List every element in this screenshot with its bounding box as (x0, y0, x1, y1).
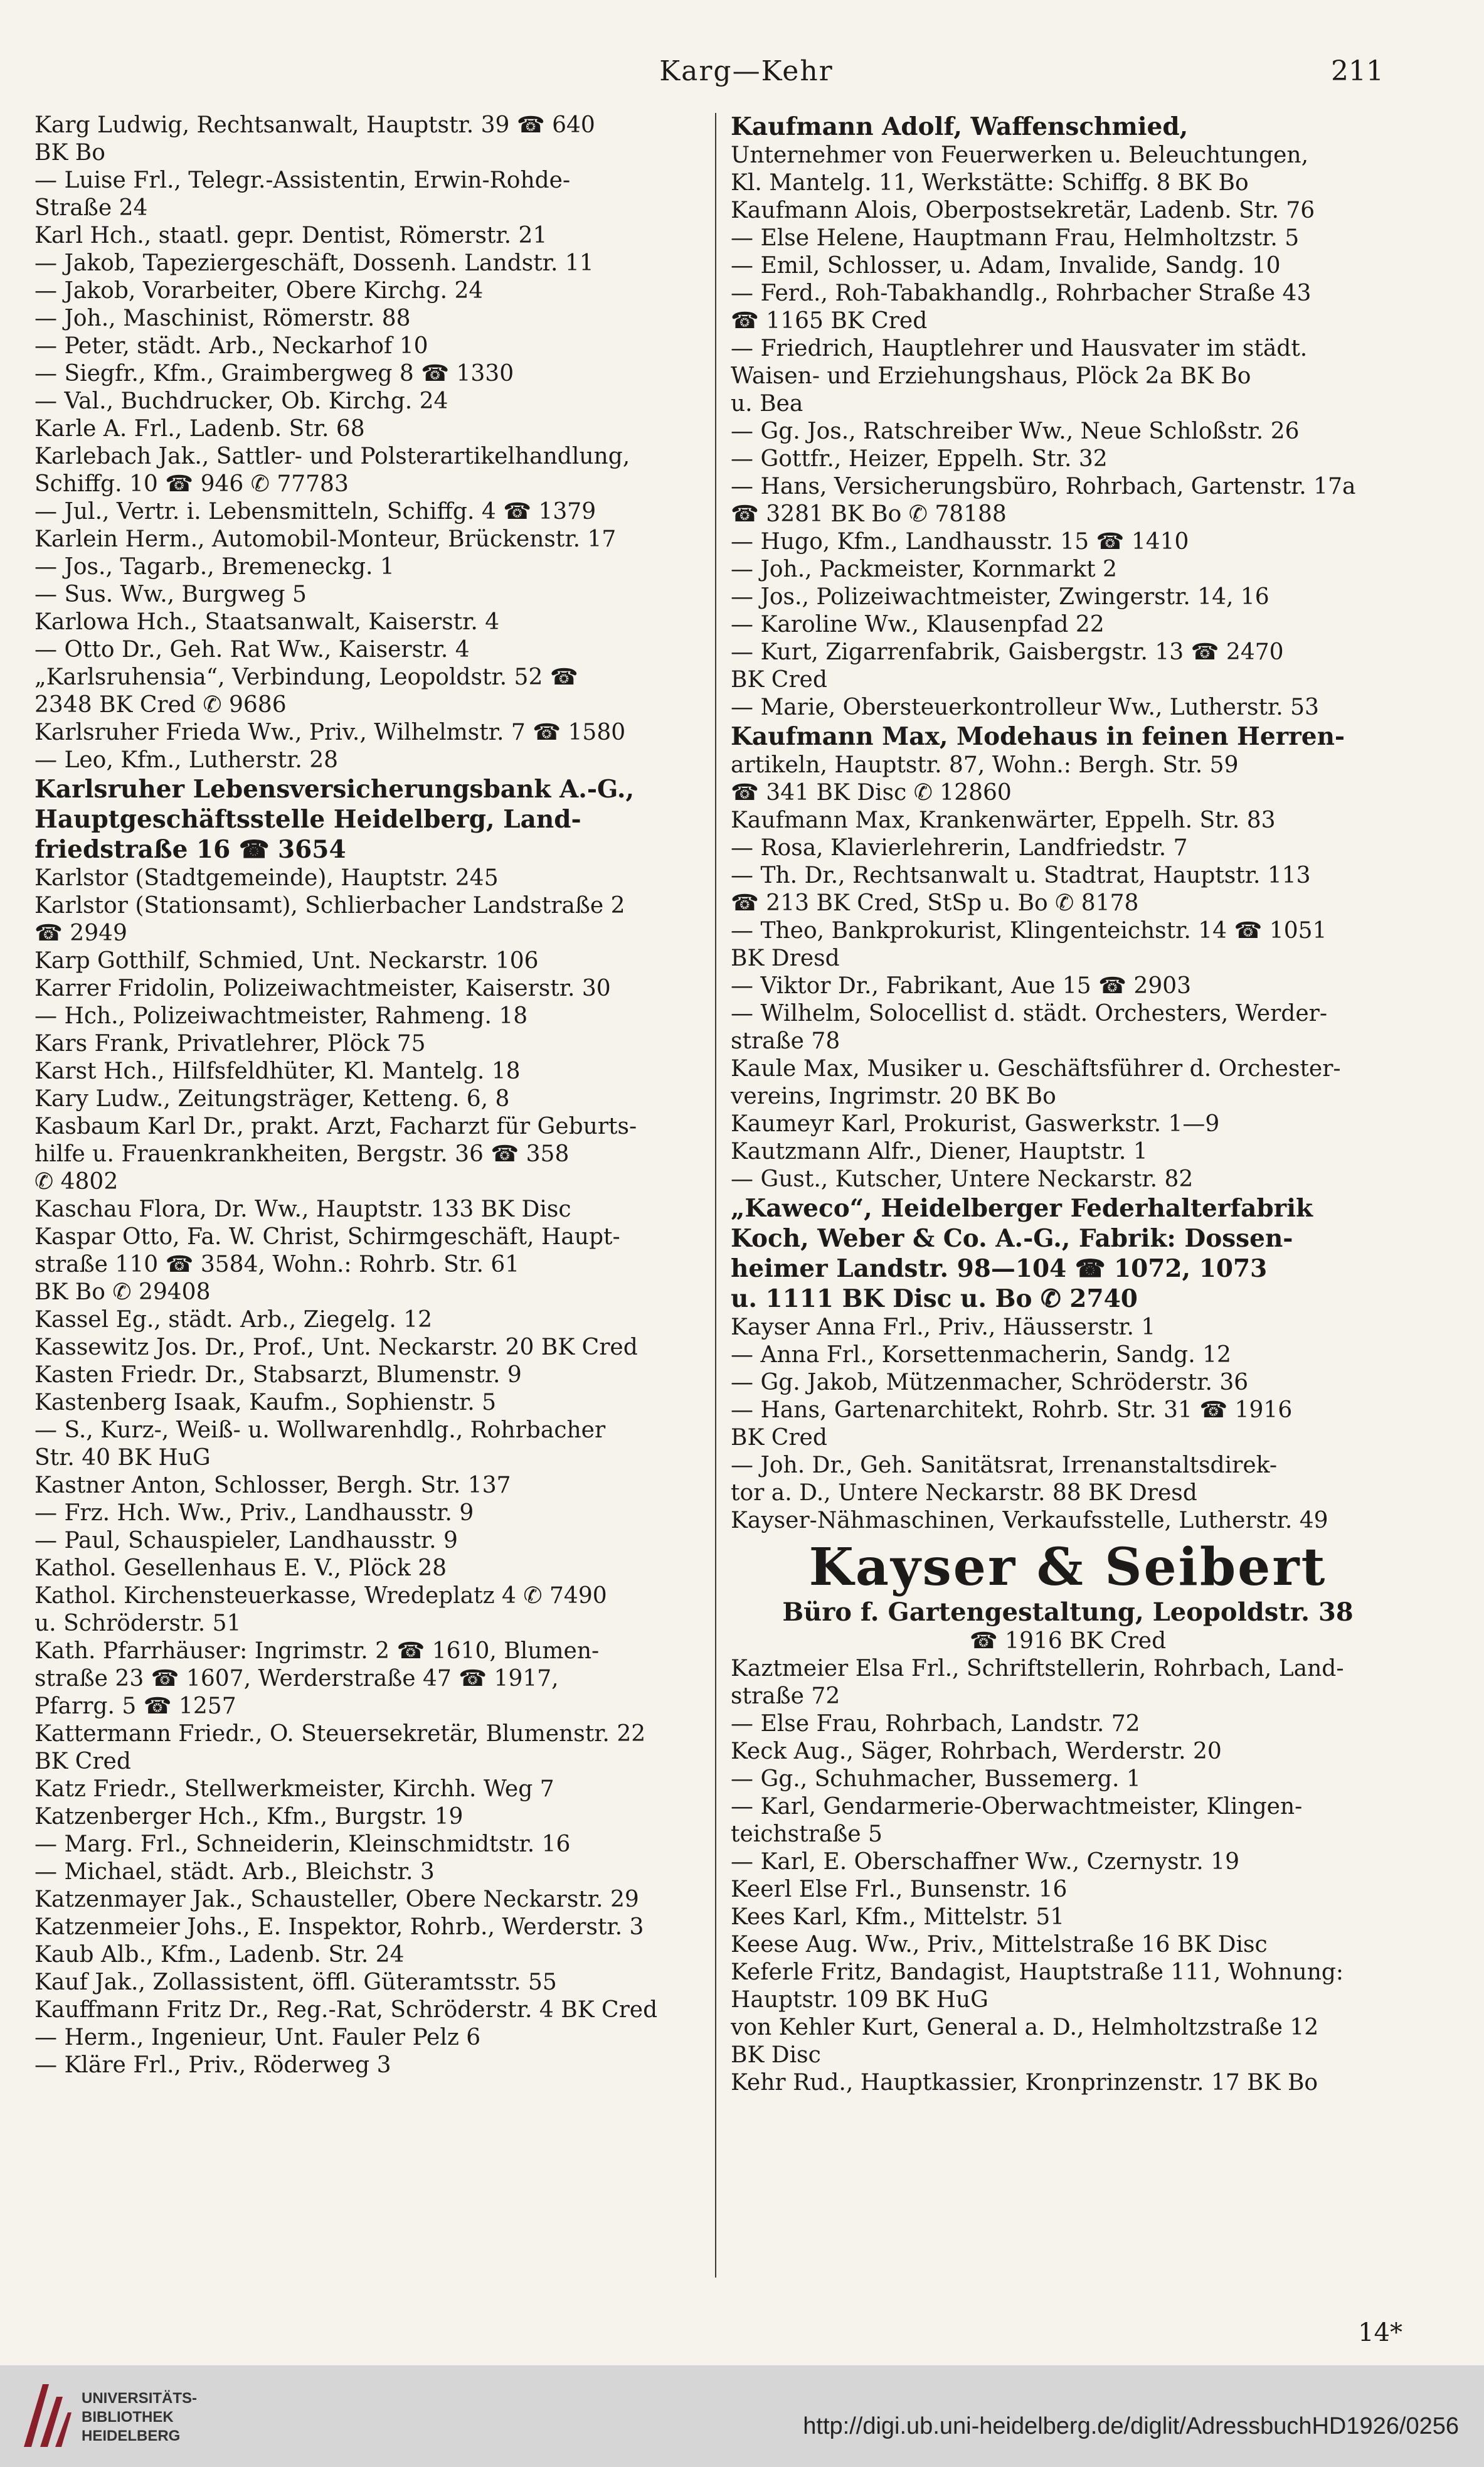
directory-entry: Karlebach Jak., Sattler- und Polsterartikelhandlung, (34, 444, 630, 469)
directory-entry: Kaumeyr Karl, Prokurist, Gaswerkstr. 1—9 (731, 1111, 1220, 1137)
directory-entry: straße 72 (731, 1683, 840, 1709)
directory-entry: Kaufmann Alois, Oberpostsekretär, Ladenb. Str. 76 (731, 198, 1315, 223)
directory-entry: Hauptstr. 109 BK HuG (731, 1987, 988, 2013)
column-divider (715, 113, 716, 2278)
directory-entry: Karl Hch., staatl. gepr. Dentist, Römerstr. 21 (34, 223, 548, 248)
directory-entry: BK Bo ✆ 29408 (34, 1279, 211, 1305)
left-column (34, 112, 712, 2289)
directory-entry: Karlsruher Frieda Ww., Priv., Wilhelmstr. 7 ☎ 1580 (34, 720, 626, 745)
directory-entry: — Else Frau, Rohrbach, Landstr. 72 (731, 1711, 1140, 1737)
university-library-logo-icon (18, 2378, 73, 2453)
directory-entry: — Emil, Schlosser, u. Adam, Invalide, Sandg. 10 (731, 253, 1281, 279)
right-column (731, 112, 1405, 2289)
directory-entry: — Jakob, Vorarbeiter, Obere Kirchg. 24 (34, 278, 484, 304)
directory-entry: — Sus. Ww., Burgweg 5 (34, 582, 307, 607)
page-header (0, 55, 1484, 99)
directory-entry: Kary Ludw., Zeitungsträger, Ketteng. 6, 8 (34, 1086, 510, 1112)
directory-entry: u. Bea (731, 391, 803, 417)
directory-entry: — S., Kurz-, Weiß- u. Wollwarenhdlg., Rohrbacher (34, 1417, 606, 1443)
directory-entry: Karg Ludwig, Rechtsanwalt, Hauptstr. 39 ☎ 640 (34, 112, 595, 138)
directory-entry: Katzenmayer Jak., Schausteller, Obere Neckarstr. 29 (34, 1887, 639, 1912)
directory-entry: teichstraße 5 (731, 1821, 882, 1847)
directory-entry: vereins, Ingrimstr. 20 BK Bo (731, 1084, 1056, 1109)
directory-entry: straße 23 ☎ 1607, Werderstraße 47 ☎ 1917, (34, 1666, 559, 1692)
directory-entry: — Gg. Jos., Ratschreiber Ww., Neue Schloßstr. 26 (731, 418, 1300, 444)
directory-entry: — Frz. Hch. Ww., Priv., Landhausstr. 9 (34, 1500, 474, 1526)
directory-entry: Kautzmann Alfr., Diener, Hauptstr. 1 (731, 1139, 1148, 1164)
directory-entry: ☎ 213 BK Cred, StSp u. Bo ✆ 8178 (731, 890, 1139, 916)
directory-entry: — Marie, Obersteuerkontrolleur Ww., Lutherstr. 53 (731, 695, 1319, 720)
directory-entry: — Leo, Kfm., Lutherstr. 28 (34, 747, 339, 773)
directory-entry: Keese Aug. Ww., Priv., Mittelstraße 16 BK Disc (731, 1932, 1268, 1958)
directory-entry: „Kaweco“, Heidelberger Federhalterfabrik (731, 1194, 1313, 1223)
directory-entry: — Jos., Polizeiwachtmeister, Zwingerstr. 14, 16 (731, 584, 1269, 610)
directory-entry: tor a. D., Untere Neckarstr. 88 BK Dresd (731, 1480, 1197, 1506)
directory-entry: — Otto Dr., Geh. Rat Ww., Kaiserstr. 4 (34, 637, 470, 663)
directory-entry: BK Cred (731, 667, 827, 693)
sheet-signature: 14* (1358, 2318, 1402, 2347)
directory-entry: Kath. Pfarrhäuser: Ingrimstr. 2 ☎ 1610, Blumen- (34, 1638, 600, 1664)
directory-entry: Kaub Alb., Kfm., Ladenb. Str. 24 (34, 1942, 405, 1968)
directory-entry: ✆ 4802 (34, 1169, 119, 1195)
directory-entry: — Gg., Schuhmacher, Bussemerg. 1 (731, 1766, 1141, 1792)
directory-entry: — Ferd., Roh-Tabakhandlg., Rohrbacher Straße 43 (731, 280, 1312, 306)
directory-entry: — Hans, Versicherungsbüro, Rohrbach, Gartenstr. 17a (731, 474, 1356, 499)
right-column-entries-a (731, 112, 1405, 1535)
directory-entry: — Luise Frl., Telegr.-Assistentin, Erwin-Rohde- (34, 168, 571, 193)
directory-entry: — Gust., Kutscher, Untere Neckarstr. 82 (731, 1166, 1194, 1192)
directory-entry: — Herm., Ingenieur, Unt. Fauler Pelz 6 (34, 2025, 481, 2050)
directory-entry: Kassewitz Jos. Dr., Prof., Unt. Neckarstr. 20 BK Cred (34, 1335, 638, 1360)
directory-entry: ☎ 1165 BK Cred (731, 308, 928, 334)
directory-entry: Karlein Herm., Automobil-Monteur, Brückenstr. 17 (34, 526, 617, 552)
directory-entry: 2348 BK Cred ✆ 9686 (34, 692, 287, 718)
directory-entry: Kayser Anna Frl., Priv., Häusserstr. 1 (731, 1314, 1156, 1340)
institution-name (82, 2389, 197, 2446)
directory-entry: Waisen- und Erziehungshaus, Plöck 2a BK Bo (731, 363, 1251, 389)
directory-entry: — Hans, Gartenarchitekt, Rohrb. Str. 31 ☎ 1916 (731, 1397, 1293, 1423)
directory-entry: Schiffg. 10 ☎ 946 ✆ 77783 (34, 471, 349, 497)
directory-entry: Kattermann Friedr., O. Steuersekretär, Blumenstr. 22 (34, 1721, 646, 1747)
directory-entry: Kaufmann Max, Modehaus in feinen Herren- (731, 722, 1345, 751)
directory-entry: — Hch., Polizeiwachtmeister, Rahmeng. 18 (34, 1003, 528, 1029)
directory-entry: Straße 24 (34, 195, 148, 221)
ad-contact-line: ☎ 1916 BK Cred (969, 1628, 1167, 1654)
directory-entry: straße 110 ☎ 3584, Wohn.: Rohrb. Str. 61 (34, 1252, 520, 1277)
directory-entry: u. 1111 BK Disc u. Bo ✆ 2740 (731, 1284, 1138, 1313)
directory-entry: Kauffmann Fritz Dr., Reg.-Rat, Schröderstr. 4 BK Cred (34, 1997, 658, 2023)
directory-entry: BK Dresd (731, 946, 840, 971)
directory-entry: Kaztmeier Elsa Frl., Schriftstellerin, Rohrbach, Land- (731, 1656, 1344, 1681)
directory-entry: — Gg. Jakob, Mützenmacher, Schröderstr. 36 (731, 1370, 1249, 1395)
directory-entry: Kaufmann Adolf, Waffenschmied, (731, 112, 1189, 141)
running-title: Karg—Kehr (659, 55, 834, 87)
right-column-entries-b (731, 1655, 1405, 2097)
directory-entry: Karlstor (Stationsamt), Schlierbacher Landstraße 2 (34, 893, 625, 919)
directory-entry: u. Schröderstr. 51 (34, 1611, 241, 1636)
directory-entry: artikeln, Hauptstr. 87, Wohn.: Bergh. Str. 59 (731, 752, 1239, 778)
institution-line-2: BIBLIOTHEK (82, 2409, 174, 2426)
directory-entry: — Kurt, Zigarrenfabrik, Gaisbergstr. 13 ☎ 2470 (731, 639, 1284, 665)
directory-entry: — Th. Dr., Rechtsanwalt u. Stadtrat, Hauptstr. 113 (731, 863, 1311, 888)
directory-entry: — Joh. Dr., Geh. Sanitätsrat, Irrenanstaltsdirek- (731, 1452, 1277, 1478)
directory-entry: Keferle Fritz, Bandagist, Hauptstraße 111, Wohnung: (731, 1959, 1344, 1985)
directory-entry: hilfe u. Frauenkrankheiten, Bergstr. 36 ☎ 358 (34, 1141, 570, 1167)
directory-entry: — Karl, E. Oberschaffner Ww., Czernystr. 19 (731, 1849, 1239, 1875)
directory-entry: — Kläre Frl., Priv., Röderweg 3 (34, 2052, 391, 2078)
directory-entry: — Friedrich, Hauptlehrer und Hausvater im städt. (731, 336, 1308, 361)
directory-entry: — Theo, Bankprokurist, Klingenteichstr. 14 ☎ 1051 (731, 918, 1327, 944)
directory-entry: Karrer Fridolin, Polizeiwachtmeister, Kaiserstr. 30 (34, 976, 611, 1001)
directory-entry: BK Cred (34, 1749, 131, 1774)
directory-entry: Hauptgeschäftsstelle Heidelberg, Land- (34, 805, 581, 834)
directory-entry: — Siegfr., Kfm., Graimbergweg 8 ☎ 1330 (34, 361, 514, 386)
directory-entry: Keck Aug., Säger, Rohrbach, Werderstr. 20 (731, 1739, 1222, 1764)
directory-entry: — Val., Buchdrucker, Ob. Kirchg. 24 (34, 388, 448, 414)
directory-entry: Kasbaum Karl Dr., prakt. Arzt, Facharzt für Geburts- (34, 1114, 637, 1139)
directory-entry: Kathol. Kirchensteuerkasse, Wredeplatz 4 ✆ 7490 (34, 1583, 607, 1609)
directory-entry: Unternehmer von Feuerwerken u. Beleuchtungen, (731, 142, 1309, 168)
directory-entry: — Peter, städt. Arb., Neckarhof 10 (34, 333, 428, 359)
directory-entry: Kaschau Flora, Dr. Ww., Hauptstr. 133 BK Disc (34, 1196, 571, 1222)
directory-entry: von Kehler Kurt, General a. D., Helmholtzstraße 12 (731, 2015, 1319, 2040)
directory-entry: Katzenberger Hch., Kfm., Burgstr. 19 (34, 1804, 464, 1830)
directory-entry: BK Cred (731, 1425, 827, 1451)
directory-entry: Keerl Else Frl., Bunsenstr. 16 (731, 1877, 1068, 1902)
directory-entry: — Else Helene, Hauptmann Frau, Helmholtzstr. 5 (731, 225, 1300, 251)
directory-entry: — Joh., Packmeister, Kornmarkt 2 (731, 557, 1117, 582)
directory-entry: Kaufmann Max, Krankenwärter, Eppelh. Str. 83 (731, 807, 1276, 833)
directory-entry: ☎ 2949 (34, 920, 127, 946)
directory-entry: — Marg. Frl., Schneiderin, Kleinschmidtstr. 16 (34, 1831, 571, 1857)
directory-entry: Kayser-Nähmaschinen, Verkaufsstelle, Lutherstr. 49 (731, 1508, 1328, 1533)
directory-entry: Str. 40 BK HuG (34, 1445, 211, 1471)
directory-entry: — Rosa, Klavierlehrerin, Landfriedstr. 7 (731, 835, 1188, 861)
directory-entry: Kaule Max, Musiker u. Geschäftsführer d. Orchester- (731, 1056, 1341, 1082)
directory-entry: — Hugo, Kfm., Landhausstr. 15 ☎ 1410 (731, 529, 1189, 555)
directory-entry: — Wilhelm, Solocellist d. städt. Orchesters, Werder- (731, 1001, 1328, 1026)
directory-entry: straße 78 (731, 1028, 840, 1054)
directory-entry: Kees Karl, Kfm., Mittelstr. 51 (731, 1904, 1065, 1930)
directory-entry: BK Disc (731, 2042, 821, 2068)
institution-line-1: UNIVERSITÄTS- (82, 2390, 198, 2407)
directory-entry: heimer Landstr. 98—104 ☎ 1072, 1073 (731, 1254, 1268, 1283)
directory-entry: Karlsruher Lebensversicherungsbank A.-G., (34, 775, 635, 804)
advertisement-kayser-seibert (731, 1538, 1405, 1655)
directory-entry: Kathol. Gesellenhaus E. V., Plöck 28 (34, 1555, 447, 1581)
directory-entry: — Viktor Dr., Fabrikant, Aue 15 ☎ 2903 (731, 973, 1192, 999)
directory-entry: ☎ 3281 BK Bo ✆ 78188 (731, 501, 1007, 527)
directory-entry: — Anna Frl., Korsettenmacherin, Sandg. 12 (731, 1342, 1231, 1368)
directory-entry: — Michael, städt. Arb., Bleichstr. 3 (34, 1859, 435, 1885)
directory-entry: Kehr Rud., Hauptkassier, Kronprinzenstr. 17 BK Bo (731, 2070, 1318, 2096)
institution-line-3: HEIDELBERG (82, 2427, 181, 2444)
directory-entry: Katz Friedr., Stellwerkmeister, Kirchh. Weg 7 (34, 1776, 554, 1802)
directory-entry: — Jos., Tagarb., Bremeneckg. 1 (34, 554, 395, 580)
directory-entry: Katzenmeier Johs., E. Inspektor, Rohrb., Werderstr. 3 (34, 1914, 644, 1940)
directory-entry: Kaspar Otto, Fa. W. Christ, Schirmgeschäft, Haupt- (34, 1224, 620, 1250)
directory-entry: Karlowa Hch., Staatsanwalt, Kaiserstr. 4 (34, 609, 500, 635)
page-number: 211 (1331, 55, 1384, 87)
directory-entry: Kastner Anton, Schlosser, Bergh. Str. 137 (34, 1473, 511, 1498)
directory-entry: — Jul., Vertr. i. Lebensmitteln, Schiffg. 4 ☎ 1379 (34, 499, 596, 525)
directory-entry: Kastenberg Isaak, Kaufm., Sophienstr. 5 (34, 1390, 497, 1415)
ad-subtitle: Büro f. Gartengestaltung, Leopoldstr. 38 (782, 1597, 1354, 1627)
directory-entry: — Karoline Ww., Klausenpfad 22 (731, 612, 1105, 637)
directory-entry: Kasten Friedr. Dr., Stabsarzt, Blumenstr. 9 (34, 1362, 522, 1388)
directory-entry: BK Bo (34, 140, 105, 166)
directory-entry: — Karl, Gendarmerie-Oberwachtmeister, Klingen- (731, 1794, 1303, 1820)
directory-entry: Kassel Eg., städt. Arb., Ziegelg. 12 (34, 1307, 433, 1333)
directory-entry: — Jakob, Tapeziergeschäft, Dossenh. Landstr. 11 (34, 250, 594, 276)
directory-entry: Kars Frank, Privatlehrer, Plöck 75 (34, 1031, 426, 1057)
directory-entry: Pfarrg. 5 ☎ 1257 (34, 1693, 236, 1719)
directory-entry: Karp Gotthilf, Schmied, Unt. Neckarstr. 106 (34, 948, 539, 974)
directory-entry: Kauf Jak., Zollassistent, öffl. Güteramtsstr. 55 (34, 1969, 557, 1995)
directory-entry: — Gottfr., Heizer, Eppelh. Str. 32 (731, 446, 1108, 472)
directory-entry: — Joh., Maschinist, Römerstr. 88 (34, 306, 411, 331)
directory-entry: Karle A. Frl., Ladenb. Str. 68 (34, 416, 365, 442)
directory-entry: Kl. Mantelg. 11, Werkstätte: Schiffg. 8 BK Bo (731, 170, 1249, 196)
directory-entry: „Karlsruhensia“, Verbindung, Leopoldstr. 52 ☎ (34, 664, 578, 690)
ad-title: Kayser & Seibert (808, 1537, 1327, 1597)
directory-entry: friedstraße 16 ☎ 3654 (34, 835, 346, 864)
directory-entry: ☎ 341 BK Disc ✆ 12860 (731, 780, 1012, 806)
directory-entry: Karst Hch., Hilfsfeldhüter, Kl. Mantelg. 18 (34, 1058, 521, 1084)
directory-entry: Karlstor (Stadtgemeinde), Hauptstr. 245 (34, 865, 499, 891)
directory-entry: — Paul, Schauspieler, Landhausstr. 9 (34, 1528, 458, 1553)
directory-entry: Koch, Weber & Co. A.-G., Fabrik: Dossen- (731, 1224, 1293, 1253)
source-url-link[interactable]: http://digi.ub.uni-heidelberg.de/diglit/AdressbuchHD1926/0256 (803, 2413, 1459, 2439)
